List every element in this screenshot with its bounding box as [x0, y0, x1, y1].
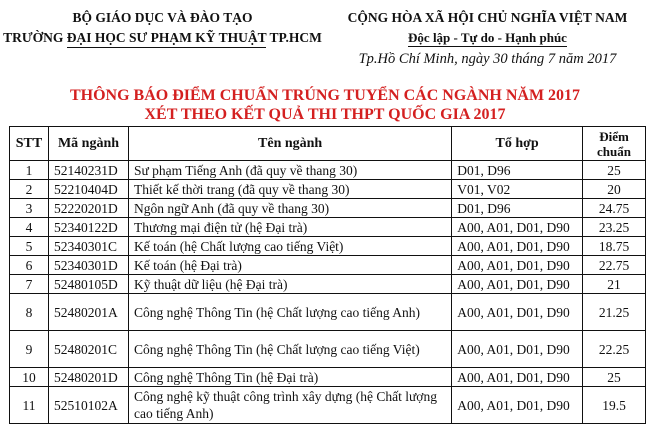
nation-name: CỘNG HÒA XÃ HỘI CHỦ NGHĨA VIỆT NAM	[347, 10, 628, 25]
cell-stt: 1	[10, 161, 49, 180]
cell-code: 52480201D	[48, 368, 128, 387]
cell-combo: A00, A01, D01, D90	[452, 256, 583, 275]
table-row	[10, 218, 646, 237]
cell-combo: A00, A01, D01, D90	[452, 275, 583, 294]
cell-stt: 6	[10, 256, 49, 275]
table-row	[10, 237, 646, 256]
cell-stt: 3	[10, 199, 49, 218]
cell-code: 52220201D	[48, 199, 128, 218]
cell-score: 23.25	[583, 218, 646, 237]
table-row	[10, 294, 646, 331]
cell-combo: D01, D96	[452, 199, 583, 218]
header-score-line2: chuẩn	[597, 143, 631, 159]
table-row	[10, 331, 646, 368]
document-title	[0, 86, 650, 124]
cell-name: Công nghệ Thông Tin (hệ Chất lượng cao tiếng Việt)	[128, 331, 451, 368]
cell-name: Công nghệ kỹ thuật công trình xây dựng (hệ Chất lượng cao tiếng Anh)	[128, 387, 451, 424]
cell-stt: 9	[10, 331, 49, 368]
header-combo: Tổ hợp	[452, 127, 583, 161]
cell-name: Kế toán (hệ Đại trà)	[128, 256, 451, 275]
cell-code: 52510102A	[48, 387, 128, 424]
header-stt: STT	[10, 127, 49, 161]
cell-score: 19.5	[583, 387, 646, 424]
issuing-authority	[0, 8, 325, 48]
cell-code: 52210404D	[48, 180, 128, 199]
cell-name: Công nghệ Thông Tin (hệ Đại trà)	[128, 368, 451, 387]
table-row	[10, 199, 646, 218]
table-row	[10, 275, 646, 294]
table-row	[10, 368, 646, 387]
cell-combo: A00, A01, D01, D90	[452, 218, 583, 237]
national-header	[325, 8, 650, 69]
cell-stt: 4	[10, 218, 49, 237]
cell-score: 22.25	[583, 331, 646, 368]
school-name-underlined: ĐẠI HỌC SƯ PHẠM KỸ THUẬT	[67, 30, 267, 48]
cell-code: 52140231D	[48, 161, 128, 180]
cell-stt: 7	[10, 275, 49, 294]
national-motto: Độc lập - Tự do - Hạnh phúc	[408, 30, 567, 45]
cell-score: 21.25	[583, 294, 646, 331]
header-score	[583, 127, 646, 161]
cell-score: 21	[583, 275, 646, 294]
cell-name: Kế toán (hệ Chất lượng cao tiếng Việt)	[128, 237, 451, 256]
cell-name: Ngôn ngữ Anh (đã quy về thang 30)	[128, 199, 451, 218]
cell-combo: A00, A01, D01, D90	[452, 331, 583, 368]
cell-code: 52340122D	[48, 218, 128, 237]
cell-combo: A00, A01, D01, D90	[452, 237, 583, 256]
school-name-prefix: TRƯỜNG	[3, 30, 67, 45]
cell-combo: A00, A01, D01, D90	[452, 368, 583, 387]
school-name	[0, 28, 325, 48]
cell-combo: A00, A01, D01, D90	[452, 294, 583, 331]
cell-name: Kỹ thuật dữ liệu (hệ Đại trà)	[128, 275, 451, 294]
cell-code: 52480105D	[48, 275, 128, 294]
cell-code: 52340301C	[48, 237, 128, 256]
cell-stt: 5	[10, 237, 49, 256]
header-score-line1: Điểm	[599, 128, 629, 144]
cell-combo: D01, D96	[452, 161, 583, 180]
title-line-1: THÔNG BÁO ĐIỂM CHUẨN TRÚNG TUYỂN CÁC NGÀNH NĂM 2017	[69, 87, 581, 104]
table-header-row	[10, 127, 646, 161]
cell-stt: 11	[10, 387, 49, 424]
cell-code: 52480201C	[48, 331, 128, 368]
cell-stt: 2	[10, 180, 49, 199]
cell-combo: A00, A01, D01, D90	[452, 387, 583, 424]
cell-code: 52340301D	[48, 256, 128, 275]
title-line-2: XÉT THEO KẾT QUẢ THI THPT QUỐC GIA 2017	[144, 106, 506, 123]
cell-name: Thiết kế thời trang (đã quy về thang 30)	[128, 180, 451, 199]
admission-scores-table	[9, 126, 646, 424]
cell-combo: V01, V02	[452, 180, 583, 199]
cell-stt: 10	[10, 368, 49, 387]
ministry-name: BỘ GIÁO DỤC VÀ ĐÀO TẠO	[72, 10, 253, 25]
cell-score: 18.75	[583, 237, 646, 256]
date-line: Tp.Hồ Chí Minh, ngày 30 tháng 7 năm 2017	[358, 51, 617, 67]
header-name: Tên ngành	[128, 127, 451, 161]
table-row	[10, 180, 646, 199]
cell-name: Sư phạm Tiếng Anh (đã quy về thang 30)	[128, 161, 451, 180]
table-row	[10, 387, 646, 424]
header-code: Mã ngành	[48, 127, 128, 161]
table-row	[10, 161, 646, 180]
cell-score: 20	[583, 180, 646, 199]
cell-score: 25	[583, 161, 646, 180]
cell-score: 22.75	[583, 256, 646, 275]
cell-score: 24.75	[583, 199, 646, 218]
table-row	[10, 256, 646, 275]
school-name-suffix: TP.HCM	[266, 30, 322, 45]
cell-stt: 8	[10, 294, 49, 331]
cell-name: Công nghệ Thông Tin (hệ Chất lượng cao tiếng Anh)	[128, 294, 451, 331]
cell-name: Thương mại điện tử (hệ Đại trà)	[128, 218, 451, 237]
cell-code: 52480201A	[48, 294, 128, 331]
cell-score: 25	[583, 368, 646, 387]
